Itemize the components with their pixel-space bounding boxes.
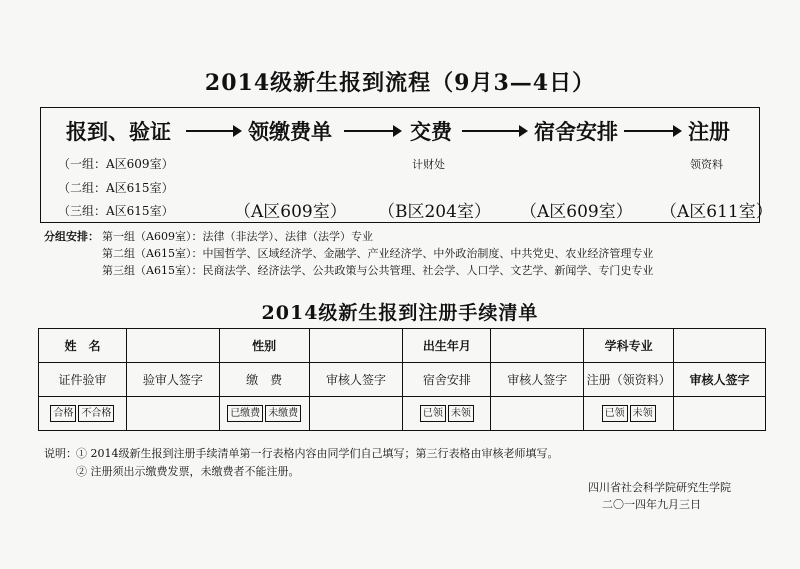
option-pass[interactable]: 合格: [50, 405, 76, 422]
gender-label: 性别: [219, 329, 309, 363]
verify-label: 证件验审: [39, 363, 127, 397]
dorm-reviewer-label: 审核人签字: [491, 363, 584, 397]
assignment-group-1: 第一组（A609室）：法律（非法学）、法律（法学）专业: [102, 230, 373, 243]
dorm-reviewer-field[interactable]: [491, 397, 584, 431]
step-fee-slip: 领缴费单: [248, 119, 332, 144]
table-row: [39, 329, 766, 363]
fee-label: 缴 费: [219, 363, 309, 397]
group-2-room: （二组：A区615室）: [58, 181, 174, 195]
issuing-org: 四川省社会科学院研究生学院: [588, 481, 731, 494]
gender-field[interactable]: [309, 329, 403, 363]
register-note: 领资料: [690, 158, 723, 171]
birth-field[interactable]: [491, 329, 584, 363]
dorm-label: 宿舍安排: [403, 363, 491, 397]
footer-note-2: ② 注册须出示缴费发票，未缴费者不能注册。: [76, 465, 300, 478]
name-field[interactable]: [126, 329, 219, 363]
option-dorm-not-received[interactable]: 未领: [448, 405, 474, 422]
group-3-room: （三组：A区615室）: [58, 204, 174, 218]
register-options: [584, 397, 674, 431]
table-row: [39, 397, 766, 431]
arrow-icon: [624, 130, 680, 132]
room-payment: （B区204室）: [378, 202, 491, 222]
fee-reviewer-field[interactable]: [309, 397, 403, 431]
option-dorm-received[interactable]: 已领: [420, 405, 446, 422]
step-checkin: 报到、验证: [66, 119, 171, 144]
verifier-sign-field[interactable]: [126, 397, 219, 431]
name-label: 姓 名: [39, 329, 127, 363]
arrow-icon: [462, 130, 526, 132]
footer-label: 说明：: [44, 447, 77, 460]
fee-reviewer-label: 审核人签字: [309, 363, 403, 397]
option-fail[interactable]: 不合格: [78, 405, 114, 422]
payment-note: 计财处: [412, 158, 445, 171]
option-unpaid[interactable]: 未缴费: [265, 405, 301, 422]
option-materials-not-received[interactable]: 未领: [630, 405, 656, 422]
arrow-icon: [186, 130, 240, 132]
assignment-group-2: 第二组（A615室）：中国哲学、区域经济学、金融学、产业经济学、中外政治制度、中共党史、农业经济管理专业: [102, 247, 654, 260]
birth-label: 出生年月: [403, 329, 491, 363]
step-register: 注册: [688, 119, 730, 144]
issue-date: 二〇一四年九月三日: [602, 498, 701, 511]
assignment-group-3: 第三组（A615室）：民商法学、经济法学、公共政策与公共管理、社会学、人口学、文艺学、新闻学、专门史专业: [102, 264, 654, 277]
verify-options: [39, 397, 127, 431]
verifier-sign-label: 验审人签字: [126, 363, 219, 397]
table-row: [39, 363, 766, 397]
option-paid[interactable]: 已缴费: [227, 405, 263, 422]
room-register: （A区611室）: [660, 202, 773, 222]
step-dorm: 宿舍安排: [534, 119, 618, 144]
option-materials-received[interactable]: 已领: [602, 405, 628, 422]
register-reviewer-field[interactable]: [674, 397, 766, 431]
fee-options: [219, 397, 309, 431]
register-reviewer-label: 审核人签字: [674, 363, 766, 397]
assignment-label: 分组安排：: [44, 230, 99, 243]
room-fee-slip: （A区609室）: [234, 202, 347, 222]
step-payment: 交费: [410, 119, 452, 144]
room-dorm: （A区609室）: [520, 202, 633, 222]
group-1-room: （一组：A区609室）: [58, 157, 174, 171]
major-label: 学科专业: [584, 329, 674, 363]
registration-table: [38, 328, 766, 431]
register-label: 注册（领资料）: [584, 363, 674, 397]
dorm-options: [403, 397, 491, 431]
major-field[interactable]: [674, 329, 766, 363]
form-title: 2014级新生报到注册手续清单: [261, 302, 539, 324]
flow-title: 2014级新生报到流程（9月3—4日）: [204, 70, 596, 96]
footer-note-1: ① 2014级新生报到注册手续清单第一行表格内容由同学们自己填写；第三行表格由审核老师填写。: [76, 447, 559, 460]
arrow-icon: [344, 130, 400, 132]
